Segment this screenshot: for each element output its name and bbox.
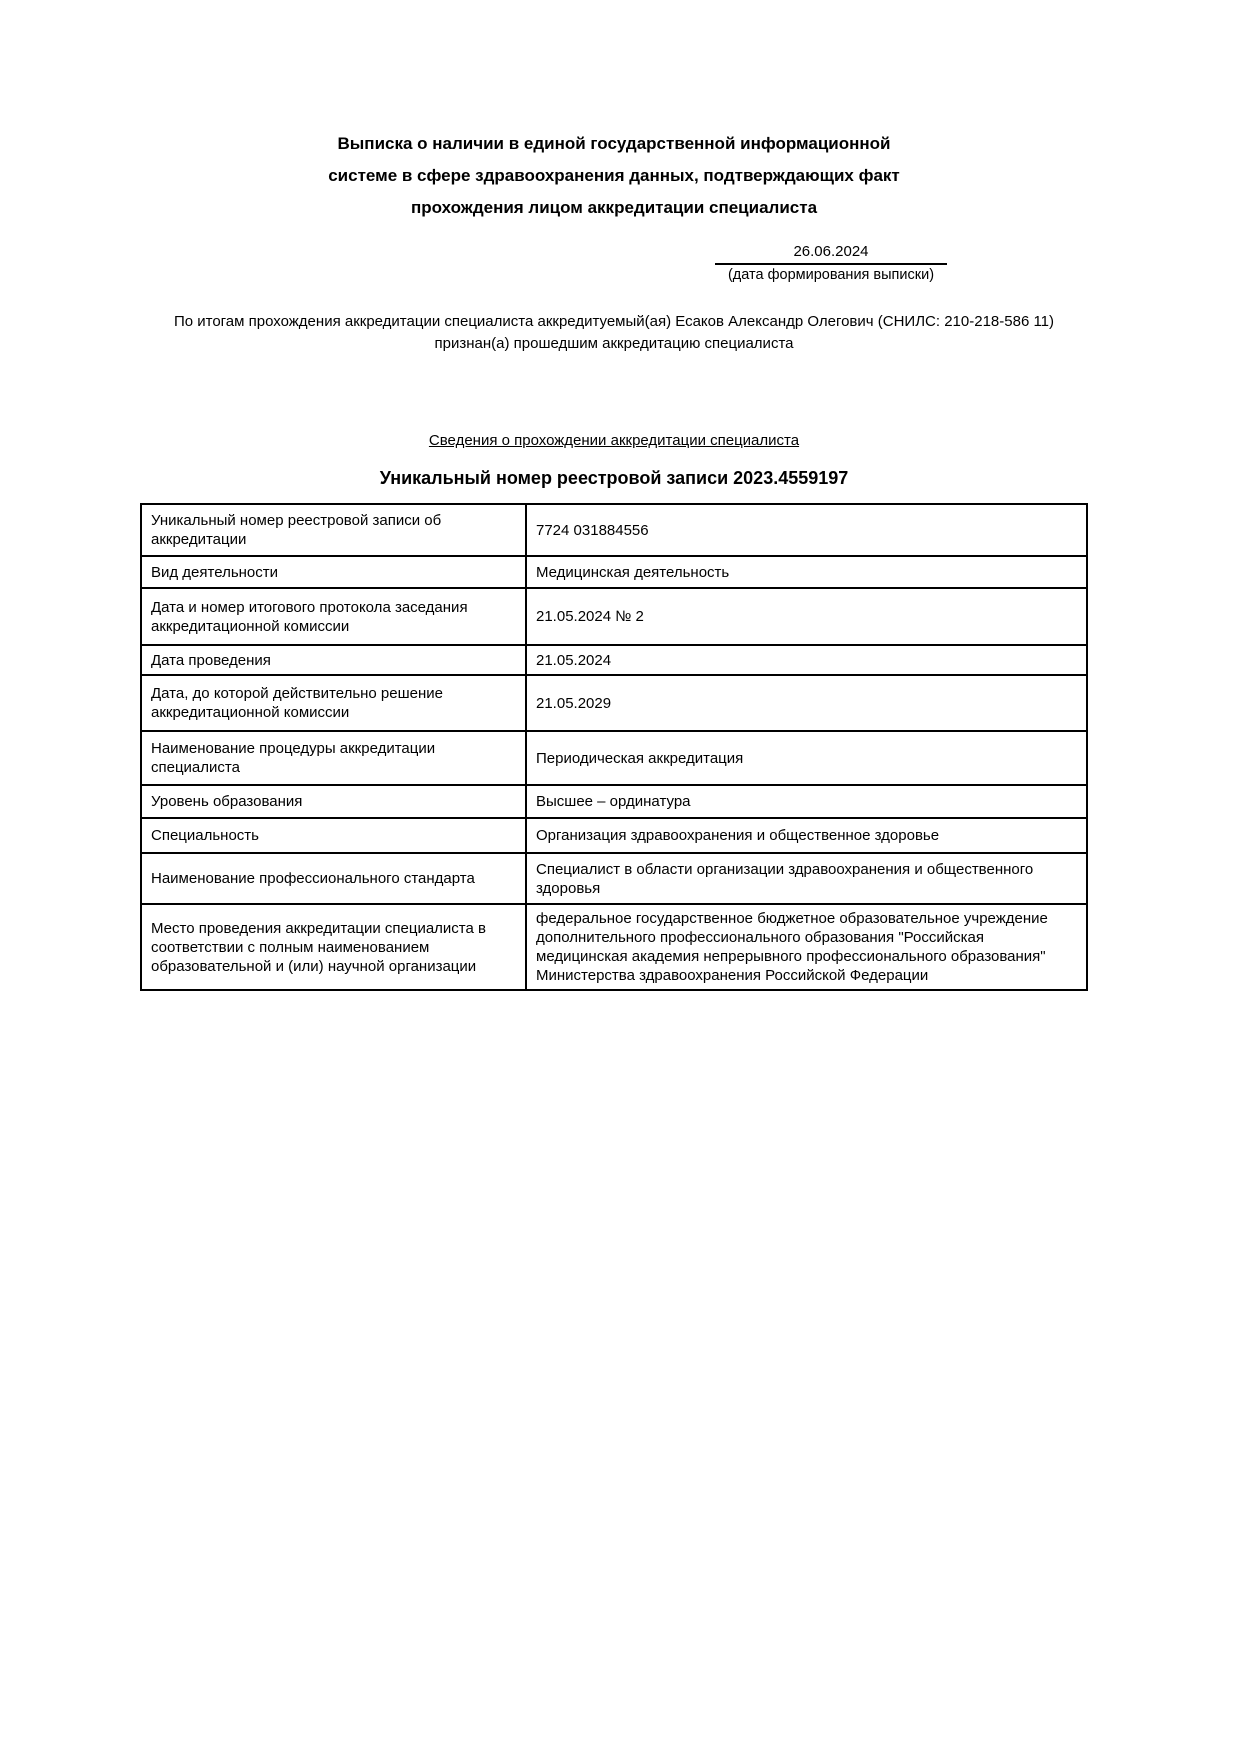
document-title [140, 128, 1088, 224]
extract-date-caption: (дата формирования выписки) [727, 267, 935, 283]
document-title-line: системе в сфере здравоохранения данных, подтверждающих факт [328, 166, 900, 185]
row-value: 21.05.2024 [526, 645, 1087, 675]
accreditation-table [140, 503, 1088, 991]
row-label: Уникальный номер реестровой записи об аккредитации [141, 504, 526, 556]
row-value: 21.05.2029 [526, 675, 1087, 731]
section-heading: Сведения о прохождении аккредитации специалиста [428, 432, 800, 449]
row-label: Место проведения аккредитации специалиста в соответствии с полным наименованием образовательной и (или) научной организации [141, 904, 526, 990]
row-label: Наименование профессионального стандарта [141, 853, 526, 904]
row-label: Дата и номер итогового протокола заседания аккредитационной комиссии [141, 588, 526, 645]
extract-date: 26.06.2024 [715, 242, 947, 265]
document-title-line: прохождения лицом аккредитации специалиста [410, 198, 818, 217]
row-label: Наименование процедуры аккредитации специалиста [141, 731, 526, 785]
table-row [141, 785, 1087, 818]
row-value: Медицинская деятельность [526, 556, 1087, 588]
table-row [141, 853, 1087, 904]
row-value: Специалист в области организации здравоохранения и общественного здоровья [526, 853, 1087, 904]
table-row [141, 645, 1087, 675]
table-row [141, 504, 1087, 556]
table-row [141, 904, 1087, 990]
document-title-line: Выписка о наличии в единой государственной информационной [337, 134, 891, 153]
row-value: Высшее – ординатура [526, 785, 1087, 818]
row-label: Дата проведения [141, 645, 526, 675]
row-value: федеральное государственное бюджетное образовательное учреждение дополнительного профессионального образования "Российская медицинская академия непрерывного профессионального образования" Министерства здравоохранения Российской Федерации [526, 904, 1087, 990]
row-label: Дата, до которой действительно решение аккредитационной комиссии [141, 675, 526, 731]
table-row [141, 731, 1087, 785]
table-row [141, 588, 1087, 645]
row-value: Организация здравоохранения и общественное здоровье [526, 818, 1087, 853]
extract-date-block [715, 242, 947, 285]
table-row [141, 818, 1087, 853]
intro-paragraph [140, 311, 1088, 355]
intro-line: признан(а) прошедшим аккредитацию специалиста [434, 335, 794, 352]
intro-line: По итогам прохождения аккредитации специалиста аккредитуемый(ая) Есаков Александр Олегович (СНИЛС: 210-218-586 11) [173, 313, 1055, 330]
table-row [141, 675, 1087, 731]
row-value: 7724 031884556 [526, 504, 1087, 556]
row-label: Вид деятельности [141, 556, 526, 588]
document-content [140, 128, 1088, 991]
row-label: Уровень образования [141, 785, 526, 818]
row-value: Периодическая аккредитация [526, 731, 1087, 785]
table-row [141, 556, 1087, 588]
row-label: Специальность [141, 818, 526, 853]
registry-number-heading: Уникальный номер реестровой записи 2023.4559197 [379, 468, 849, 488]
row-value: 21.05.2024 № 2 [526, 588, 1087, 645]
